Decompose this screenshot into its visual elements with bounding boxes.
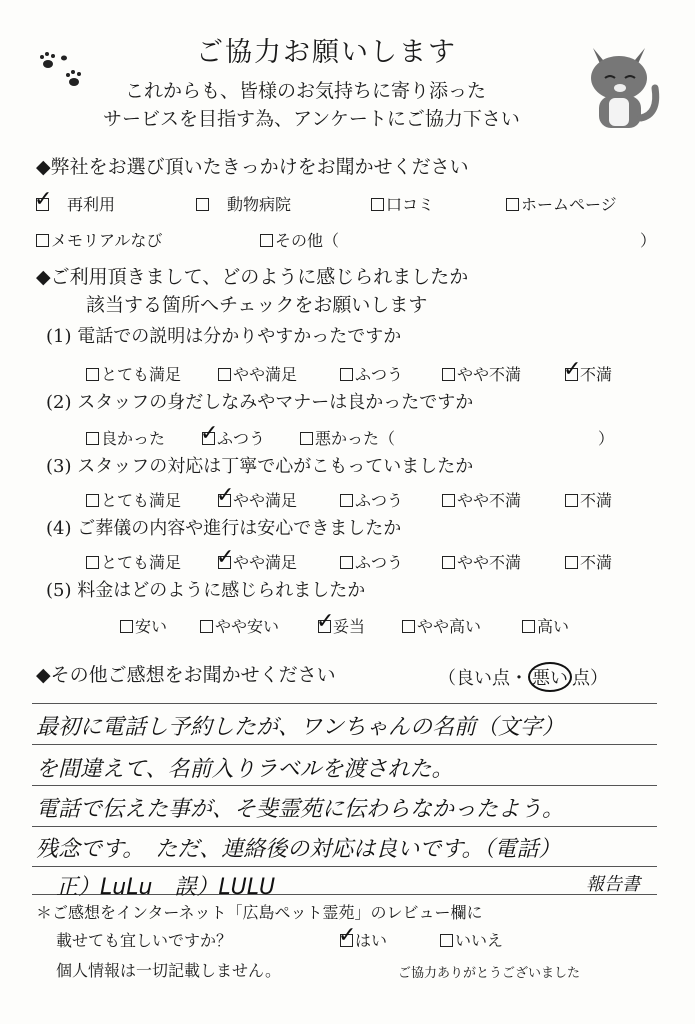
q5-option[interactable]: ✓ 妥当 — [318, 614, 365, 637]
handwritten-comment-line-3: 電話で伝えた事が、そ斐霊苑に伝わらなかったよう。 — [36, 797, 565, 822]
page-title: ご協力お願いします — [196, 37, 457, 68]
section-2-subheading: 該当する箇所へチェックをお願いします — [86, 294, 428, 316]
q5-option[interactable]: やや高い — [402, 614, 481, 637]
option-reuse[interactable]: ✓ 再利用 — [36, 192, 115, 215]
paw-prints-icon — [38, 50, 92, 94]
q5-option[interactable]: 安い — [120, 614, 167, 637]
q4-option[interactable]: ふつう — [340, 550, 403, 573]
q1-option[interactable]: とても満足 — [86, 362, 181, 385]
handwritten-comment-line-1: 最初に電話し予約したが、ワンちゃんの名前（文字） — [36, 715, 565, 740]
privacy-note: 個人情報は一切記載しません。 — [56, 961, 281, 980]
checkbox[interactable] — [36, 234, 49, 247]
q2-option[interactable]: ✓ ふつう — [202, 426, 265, 449]
cat-mascot-icon — [585, 38, 665, 134]
checkbox[interactable] — [196, 198, 209, 211]
q1-option[interactable]: やや不満 — [442, 362, 521, 385]
option-homepage[interactable]: ホームページ — [506, 192, 617, 215]
q1-option[interactable]: ふつう — [340, 362, 403, 385]
q4-option[interactable]: ✓ やや満足 — [218, 550, 297, 573]
checkbox[interactable] — [36, 198, 49, 211]
q5-option[interactable]: やや安い — [200, 614, 279, 637]
q4-option[interactable]: 不満 — [565, 550, 612, 573]
q2-option[interactable]: 良かった — [86, 426, 165, 449]
q4-option[interactable]: とても満足 — [86, 550, 181, 573]
handwritten-comment-line-2: を間違えて、名前入りラベルを渡された。 — [36, 757, 454, 782]
checkbox[interactable] — [506, 198, 519, 211]
option-word-of-mouth[interactable]: 口コミ — [371, 192, 434, 215]
option-vet[interactable]: 動物病院 — [196, 192, 291, 215]
option-other[interactable]: その他（ — [260, 228, 339, 251]
question-3: (3) スタッフの対応は丁寧で心がこもっていましたか — [46, 456, 474, 477]
q5-option[interactable]: 高い — [522, 614, 569, 637]
option-memorial-navi[interactable]: メモリアルなび — [36, 228, 162, 251]
handwritten-report-note: 報告書 — [586, 874, 640, 895]
other-close-paren: ） — [640, 231, 657, 250]
q1-option[interactable]: やや満足 — [218, 362, 297, 385]
checkbox[interactable] — [260, 234, 273, 247]
q2-option[interactable]: 悪かった（ — [300, 426, 395, 449]
q4-option[interactable]: やや不満 — [442, 550, 521, 573]
circled-bad: 悪い — [528, 662, 572, 692]
section-2-heading: ◆ご利用頂きまして、どのように感じられましたか — [36, 266, 469, 288]
question-4: (4) ご葬儀の内容や進行は安心できましたか — [46, 518, 402, 539]
q2-close-paren: ） — [598, 429, 615, 448]
thanks-note: ご協力ありがとうございました — [398, 966, 581, 981]
q1-option[interactable]: ✓ 不満 — [565, 362, 612, 385]
good-bad-points: （良い点・ 悪い 点） — [438, 662, 608, 692]
review-no[interactable]: いいえ — [440, 928, 503, 951]
q3-option[interactable]: やや不満 — [442, 488, 521, 511]
q3-option[interactable]: ✓ やや満足 — [218, 488, 297, 511]
section-3-heading: ◆その他ご感想をお聞かせください — [36, 664, 336, 686]
question-2: (2) スタッフの身だしなみやマナーは良かったですか — [46, 392, 474, 413]
checkbox[interactable] — [371, 198, 384, 211]
q3-option[interactable]: 不満 — [565, 488, 612, 511]
section-1-heading: ◆弊社をお選び頂いたきっかけをお聞かせください — [36, 156, 469, 178]
q3-option[interactable]: とても満足 — [86, 488, 181, 511]
intro-line-2: サービスを目指す為、アンケートにご協力下さい — [103, 108, 520, 130]
handwritten-comment-line-5: 正）LuLu 誤）LULU — [56, 875, 276, 900]
intro-line-1: これからも、皆様のお気持ちに寄り添った — [125, 80, 487, 102]
question-1: (1) 電話での説明は分かりやすかったですか — [46, 326, 402, 347]
handwritten-comment-line-4: 残念です。 ただ、連絡後の対応は良いです。（電話） — [36, 837, 561, 862]
review-permission-question: ＊ご感想をインターネット「広島ペット霊苑」のレビュー欄に — [36, 903, 483, 922]
question-5: (5) 料金はどのように感じられましたか — [46, 580, 366, 601]
q3-option[interactable]: ふつう — [340, 488, 403, 511]
review-permission-question-2: 載せても宜しいですか？ — [56, 931, 233, 950]
review-yes[interactable]: ✓ はい — [340, 928, 387, 951]
